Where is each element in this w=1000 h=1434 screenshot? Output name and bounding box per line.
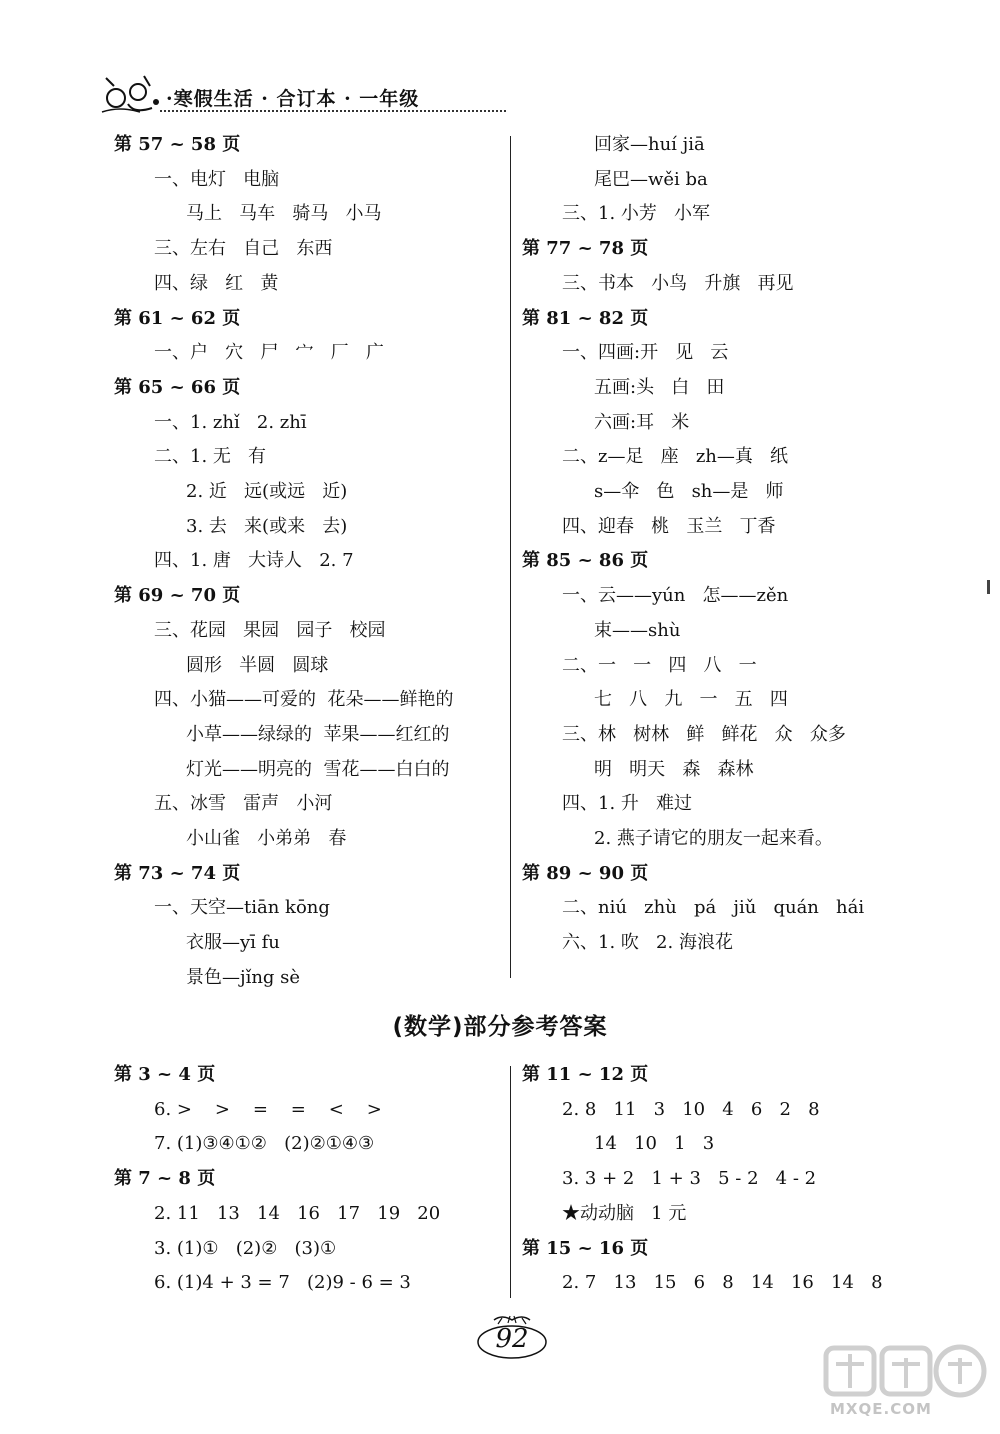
answer-line: 3. 去 来(或来 去) — [186, 515, 348, 537]
answer-line: 四、1. 升 难过 — [562, 793, 693, 815]
answer-line: 二、1. 无 有 — [154, 446, 267, 468]
page-range-heading: 第 7 ~ 8 页 — [114, 1168, 216, 1190]
answer-line: 二、z—足 座 zh—真 纸 — [562, 446, 789, 468]
answer-line: 六画:耳 米 — [594, 411, 690, 433]
answer-line: 小草——绿绿的 苹果——红红的 — [186, 723, 450, 745]
answer-line: 五、冰雪 雷声 小河 — [154, 793, 333, 815]
answer-line: 三、左右 自己 东西 — [154, 238, 333, 260]
page-range-heading: 第 77 ~ 78 页 — [522, 238, 649, 260]
answer-line: 一、1. zhǐ 2. zhī — [154, 411, 307, 433]
answer-line: 3. 3 + 2 1 + 3 5 - 2 4 - 2 — [562, 1168, 817, 1190]
column-divider-lower — [510, 1066, 511, 1298]
answer-line: 2. 11 13 14 16 17 19 20 — [154, 1202, 441, 1224]
page-range-heading: 第 61 ~ 62 页 — [114, 307, 241, 329]
watermark-text: MXQE.COM — [830, 1400, 932, 1418]
answer-line: 明 明天 森 森林 — [594, 758, 754, 780]
answer-line: 四、1. 唐 大诗人 2. 7 — [154, 550, 354, 572]
answer-line: 三、书本 小鸟 升旗 再见 — [562, 272, 794, 294]
math-section-title: (数学)部分参考答案 — [392, 1014, 608, 1040]
answer-line: 尾巴—wěi ba — [594, 168, 708, 190]
answer-line: 一、电灯 电脑 — [154, 168, 280, 190]
answer-line: 2. 8 11 3 10 4 6 2 8 — [562, 1098, 820, 1120]
margin-mark — [987, 580, 990, 594]
answer-line: 四、绿 红 黄 — [154, 272, 279, 294]
watermark — [822, 1340, 992, 1428]
page-range-heading: 第 3 ~ 4 页 — [114, 1064, 216, 1085]
answer-line: ★动动脑 1 元 — [562, 1202, 687, 1224]
answer-line: 二、一 一 四 八 一 — [562, 654, 757, 676]
answer-line: 2. 燕子请它的朋友一起来看。 — [594, 828, 833, 849]
answer-line: 二、niú zhù pá jiǔ quán hái — [562, 897, 865, 919]
answer-line: 景色—jǐng sè — [186, 966, 301, 988]
answer-line: 四、迎春 桃 玉兰 丁香 — [562, 515, 776, 537]
page-range-heading: 第 65 ~ 66 页 — [114, 376, 241, 398]
answer-line: 小山雀 小弟弟 春 — [186, 828, 347, 849]
answer-line: 一、天空—tiān kōng — [154, 897, 330, 919]
answer-line: 2. 7 13 15 6 8 14 16 14 8 — [562, 1272, 883, 1294]
watermark-logo-icon — [822, 1340, 992, 1400]
kids-illustration-icon — [100, 72, 164, 116]
answer-line: 6. > > = = < > — [154, 1098, 382, 1120]
answer-line: 五画:头 白 田 — [594, 376, 725, 398]
page-range-heading: 第 73 ~ 74 页 — [114, 862, 241, 884]
answer-line: 六、1. 吹 2. 海浪花 — [562, 932, 733, 954]
answer-line: 7. (1)③④①② (2)②①④③ — [154, 1133, 375, 1155]
answer-line: 衣服—yī fu — [186, 932, 280, 954]
answer-line: 四、小猫——可爱的 花朵——鲜艳的 — [154, 689, 454, 711]
page-range-heading: 第 89 ~ 90 页 — [522, 862, 649, 884]
answer-line: 圆形 半圆 圆球 — [186, 654, 329, 676]
page-range-heading: 第 69 ~ 70 页 — [114, 585, 241, 607]
answer-line: 3. (1)① (2)② (3)① — [154, 1237, 337, 1259]
page-range-heading: 第 81 ~ 82 页 — [522, 307, 649, 329]
book-title: ·寒假生活 · 合订本 · 一年级 — [166, 88, 420, 110]
answer-line: 七 八 九 一 五 四 — [594, 689, 788, 711]
answer-line: 束——shù — [594, 619, 681, 641]
answer-line: 6. (1)4 + 3 = 7 (2)9 - 6 = 3 — [154, 1272, 411, 1294]
running-header — [100, 72, 420, 116]
answer-line: 三、林 树林 鲜 鲜花 众 众多 — [562, 723, 846, 745]
page-range-heading: 第 57 ~ 58 页 — [114, 134, 241, 155]
column-divider-upper — [510, 136, 511, 978]
answer-line: s—伞 色 sh—是 师 — [594, 481, 784, 502]
page-range-heading: 第 15 ~ 16 页 — [522, 1237, 649, 1259]
answer-line: 三、花园 果园 园子 校园 — [154, 619, 386, 641]
answer-line: 2. 近 远(或远 近) — [186, 481, 348, 502]
page-range-heading: 第 11 ~ 12 页 — [522, 1064, 649, 1085]
answer-line: 三、1. 小芳 小军 — [562, 203, 711, 225]
answer-line: 一、户 穴 尸 宀 厂 广 — [154, 342, 384, 364]
answer-line: 回家—huí jiā — [594, 134, 705, 155]
answer-line: 马上 马车 骑马 小马 — [186, 203, 382, 225]
answer-line: 灯光——明亮的 雪花——白白的 — [186, 758, 450, 780]
page-number: 92 — [495, 1324, 529, 1354]
answer-line: 14 10 1 3 — [594, 1133, 715, 1155]
answer-line: 一、云——yún 怎——zěn — [562, 585, 789, 607]
answer-line: 一、四画:开 见 云 — [562, 342, 729, 364]
page-number-badge — [472, 1310, 552, 1366]
header-dotted-rule — [160, 110, 506, 112]
page-range-heading: 第 85 ~ 86 页 — [522, 550, 649, 572]
